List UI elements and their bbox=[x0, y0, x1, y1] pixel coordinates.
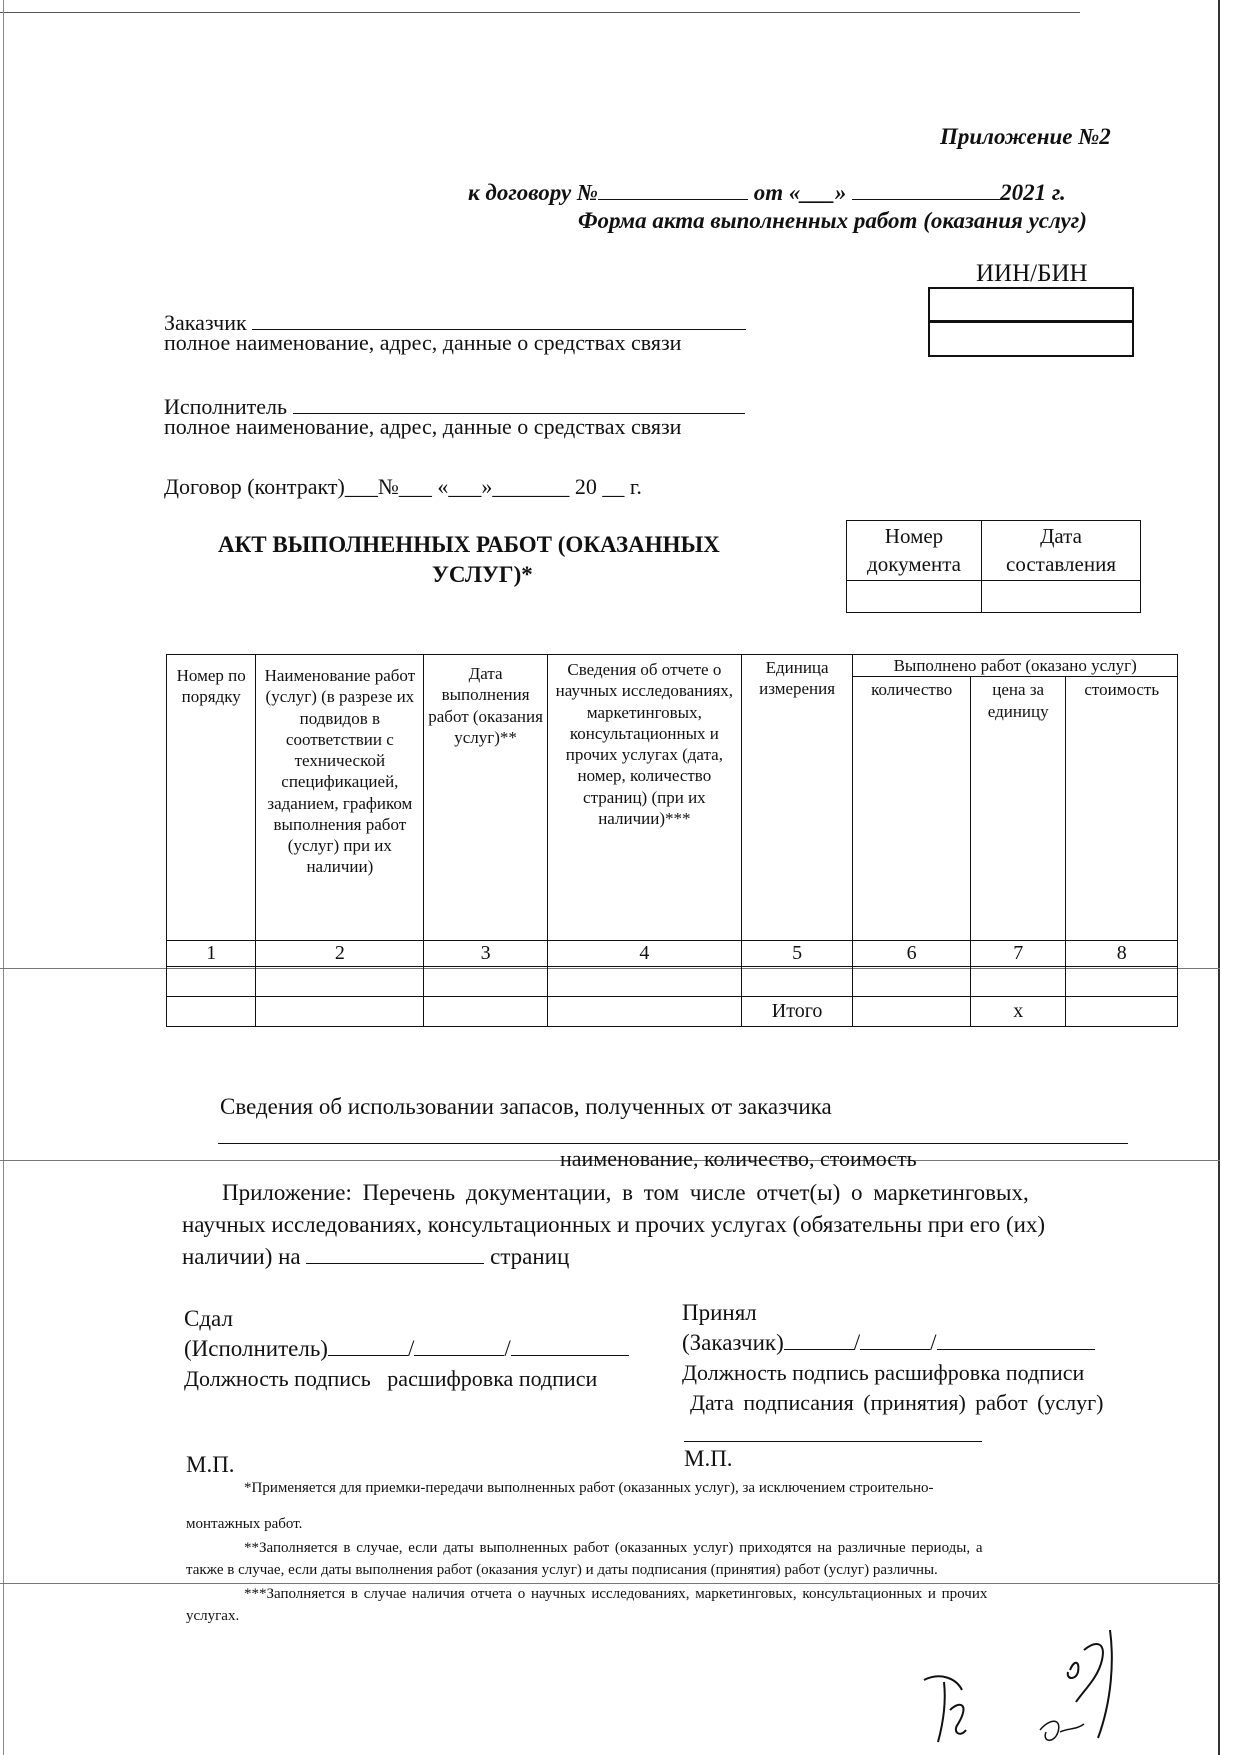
total-row bbox=[167, 997, 1178, 1027]
col-number-6: 6 bbox=[853, 941, 971, 967]
footnote-1a: *Применяется для приемки-передачи выполненных работ (оказанных услуг), за исключением строительно- bbox=[244, 1480, 934, 1496]
col-number-5: 5 bbox=[741, 941, 853, 967]
handed-stamp: М.П. bbox=[186, 1452, 235, 1477]
accepted-blank-2 bbox=[860, 1348, 930, 1350]
iin-bin-box bbox=[928, 287, 1134, 357]
accepted-role-line: (Заказчик) / / bbox=[682, 1330, 1095, 1356]
act-title-line2: УСЛУГ)* bbox=[432, 562, 533, 587]
footnote-1b: монтажных работ. bbox=[186, 1516, 303, 1532]
stocks-blank bbox=[218, 1142, 1128, 1144]
accepted-date-blank bbox=[684, 1440, 982, 1442]
accepted-stamp: М.П. bbox=[684, 1446, 733, 1471]
col-header-price: цена за единицу bbox=[970, 677, 1065, 941]
col-header-unit: Единица измерения bbox=[741, 655, 853, 941]
handed-role: (Исполнитель) bbox=[184, 1336, 328, 1361]
table-cell[interactable] bbox=[741, 967, 853, 997]
table-cell[interactable] bbox=[1066, 967, 1178, 997]
contractor-hint: полное наименование, адрес, данные о средствах связи bbox=[164, 414, 682, 439]
signature-stroke-3 bbox=[1040, 1721, 1084, 1740]
stocks-text: Сведения об использовании запасов, полученных от заказчика bbox=[220, 1094, 832, 1119]
table-cell[interactable] bbox=[256, 967, 424, 997]
table-cell[interactable] bbox=[256, 997, 424, 1027]
accepted-signature-hint: Должность подпись расшифровка подписи bbox=[682, 1360, 1085, 1385]
col-number-2: 2 bbox=[256, 941, 424, 967]
works-table bbox=[166, 654, 1178, 1027]
total-price-x: х bbox=[970, 997, 1065, 1027]
col-number-8: 8 bbox=[1066, 941, 1178, 967]
footnote-3b: услугах. bbox=[186, 1608, 240, 1624]
scan-line-top bbox=[0, 12, 1080, 13]
accepted-blank-3 bbox=[937, 1348, 1095, 1350]
appendix-paragraph-line3 bbox=[182, 1244, 569, 1270]
accepted-label: Принял bbox=[682, 1300, 757, 1325]
contractor-label: Исполнитель bbox=[164, 394, 288, 419]
document-number-header: Номер документа bbox=[847, 521, 982, 581]
contract-reference bbox=[468, 180, 1066, 206]
handed-label: Сдал bbox=[184, 1306, 233, 1331]
act-title-line1: АКТ ВЫПОЛНЕННЫХ РАБОТ (ОКАЗАННЫХ bbox=[218, 532, 720, 557]
total-label: Итого bbox=[741, 997, 853, 1027]
col-header-date: Дата выполнения работ (оказания услуг)** bbox=[424, 655, 548, 941]
table-cell[interactable] bbox=[970, 967, 1065, 997]
table-cell[interactable] bbox=[167, 967, 256, 997]
footnote-3a: ***Заполняется в случае наличия отчета о научных исследованиях, маркетинговых, консультационных и прочих bbox=[244, 1586, 988, 1602]
handed-role-line: (Исполнитель) / / bbox=[184, 1336, 629, 1362]
scan-line-left bbox=[3, 0, 4, 1755]
form-title: Форма акта выполненных работ (оказания услуг) bbox=[578, 208, 1087, 233]
table-cell[interactable] bbox=[424, 967, 548, 997]
handwritten-signature-icon bbox=[900, 1620, 1160, 1750]
footnote-2b: также в случае, если даты выполнения работ (оказания услуг) и даты подписания (принятия) работ (услуг) различны. bbox=[186, 1562, 938, 1578]
handed-signature-hint: Должность подпись расшифровка подписи bbox=[184, 1366, 598, 1391]
table-cell[interactable] bbox=[853, 967, 971, 997]
document-date-cell[interactable] bbox=[982, 581, 1141, 613]
contract-details-line: Договор (контракт)___№___ «___»_______ 20 __ г. bbox=[164, 474, 642, 499]
table-row bbox=[167, 967, 1178, 997]
total-quantity-cell[interactable] bbox=[853, 997, 971, 1027]
col-header-report: Сведения об отчете о научных исследованиях, маркетинговых, консультационных и прочих услугах (дата, номер, количество страниц) (при их наличии)*** bbox=[547, 655, 741, 941]
col-number-3: 3 bbox=[424, 941, 548, 967]
signature-stroke-2 bbox=[1068, 1630, 1112, 1738]
stocks-hint: наименование, количество, стоимость bbox=[560, 1146, 917, 1171]
total-cost-cell[interactable] bbox=[1066, 997, 1178, 1027]
table-cell[interactable] bbox=[424, 997, 548, 1027]
table-cell[interactable] bbox=[167, 997, 256, 1027]
document-number-cell[interactable] bbox=[847, 581, 982, 613]
document-number-date-table bbox=[846, 520, 1141, 613]
scan-line-right bbox=[1218, 0, 1220, 1755]
handed-blank-1 bbox=[328, 1354, 408, 1356]
col-header-group: Выполнено работ (оказано услуг) bbox=[853, 655, 1178, 677]
col-header-name: Наименование работ (услуг) (в разрезе их подвидов в соответствии с технической спецификацией, заданием, графиком выполнения работ (услуг) при их наличии) bbox=[256, 655, 424, 941]
appendix-paragraph-line1: Приложение: Перечень документации, в том числе отчет(ы) о маркетинговых, bbox=[222, 1180, 1029, 1205]
handed-blank-2 bbox=[414, 1354, 504, 1356]
iin-bin-label: ИИН/БИН bbox=[976, 260, 1088, 287]
handed-blank-3 bbox=[511, 1354, 629, 1356]
contract-from: от «___» bbox=[753, 180, 847, 205]
appendix-pages-prefix: наличии) на bbox=[182, 1244, 301, 1269]
appendix-heading: Приложение №2 bbox=[940, 124, 1111, 149]
accepted-role: (Заказчик) bbox=[682, 1330, 784, 1355]
col-number-7: 7 bbox=[970, 941, 1065, 967]
appendix-pages-suffix: страниц bbox=[490, 1244, 570, 1269]
contract-prefix: к договору № bbox=[468, 180, 598, 205]
col-header-cost: стоимость bbox=[1066, 677, 1178, 941]
accepted-date-hint: Дата подписания (принятия) работ (услуг) bbox=[690, 1390, 1104, 1415]
col-header-number: Номер по порядку bbox=[167, 655, 256, 941]
footnote-2a: **Заполняется в случае, если даты выполненных работ (оказанных услуг) приходятся на различные периоды, а bbox=[244, 1540, 983, 1556]
signature-stroke-1 bbox=[924, 1676, 966, 1742]
col-number-4: 4 bbox=[547, 941, 741, 967]
contract-year: 2021 г. bbox=[1000, 180, 1066, 205]
col-number-1: 1 bbox=[167, 941, 256, 967]
appendix-pages-blank bbox=[306, 1262, 484, 1264]
customer-label: Заказчик bbox=[164, 310, 247, 335]
contract-number-blank bbox=[598, 198, 748, 200]
table-cell[interactable] bbox=[547, 967, 741, 997]
iin-bin-divider bbox=[930, 320, 1132, 323]
accepted-blank-1 bbox=[784, 1348, 854, 1350]
contract-date-blank bbox=[852, 198, 1000, 200]
table-cell[interactable] bbox=[547, 997, 741, 1027]
col-header-quantity: количество bbox=[853, 677, 971, 941]
appendix-paragraph-line2: научных исследованиях, консультационных и прочих услугах (обязательны при его (их) bbox=[182, 1212, 1046, 1237]
scan-line-fold-3 bbox=[0, 1583, 1220, 1584]
document-date-header: Дата составления bbox=[982, 521, 1141, 581]
customer-hint: полное наименование, адрес, данные о средствах связи bbox=[164, 330, 682, 355]
